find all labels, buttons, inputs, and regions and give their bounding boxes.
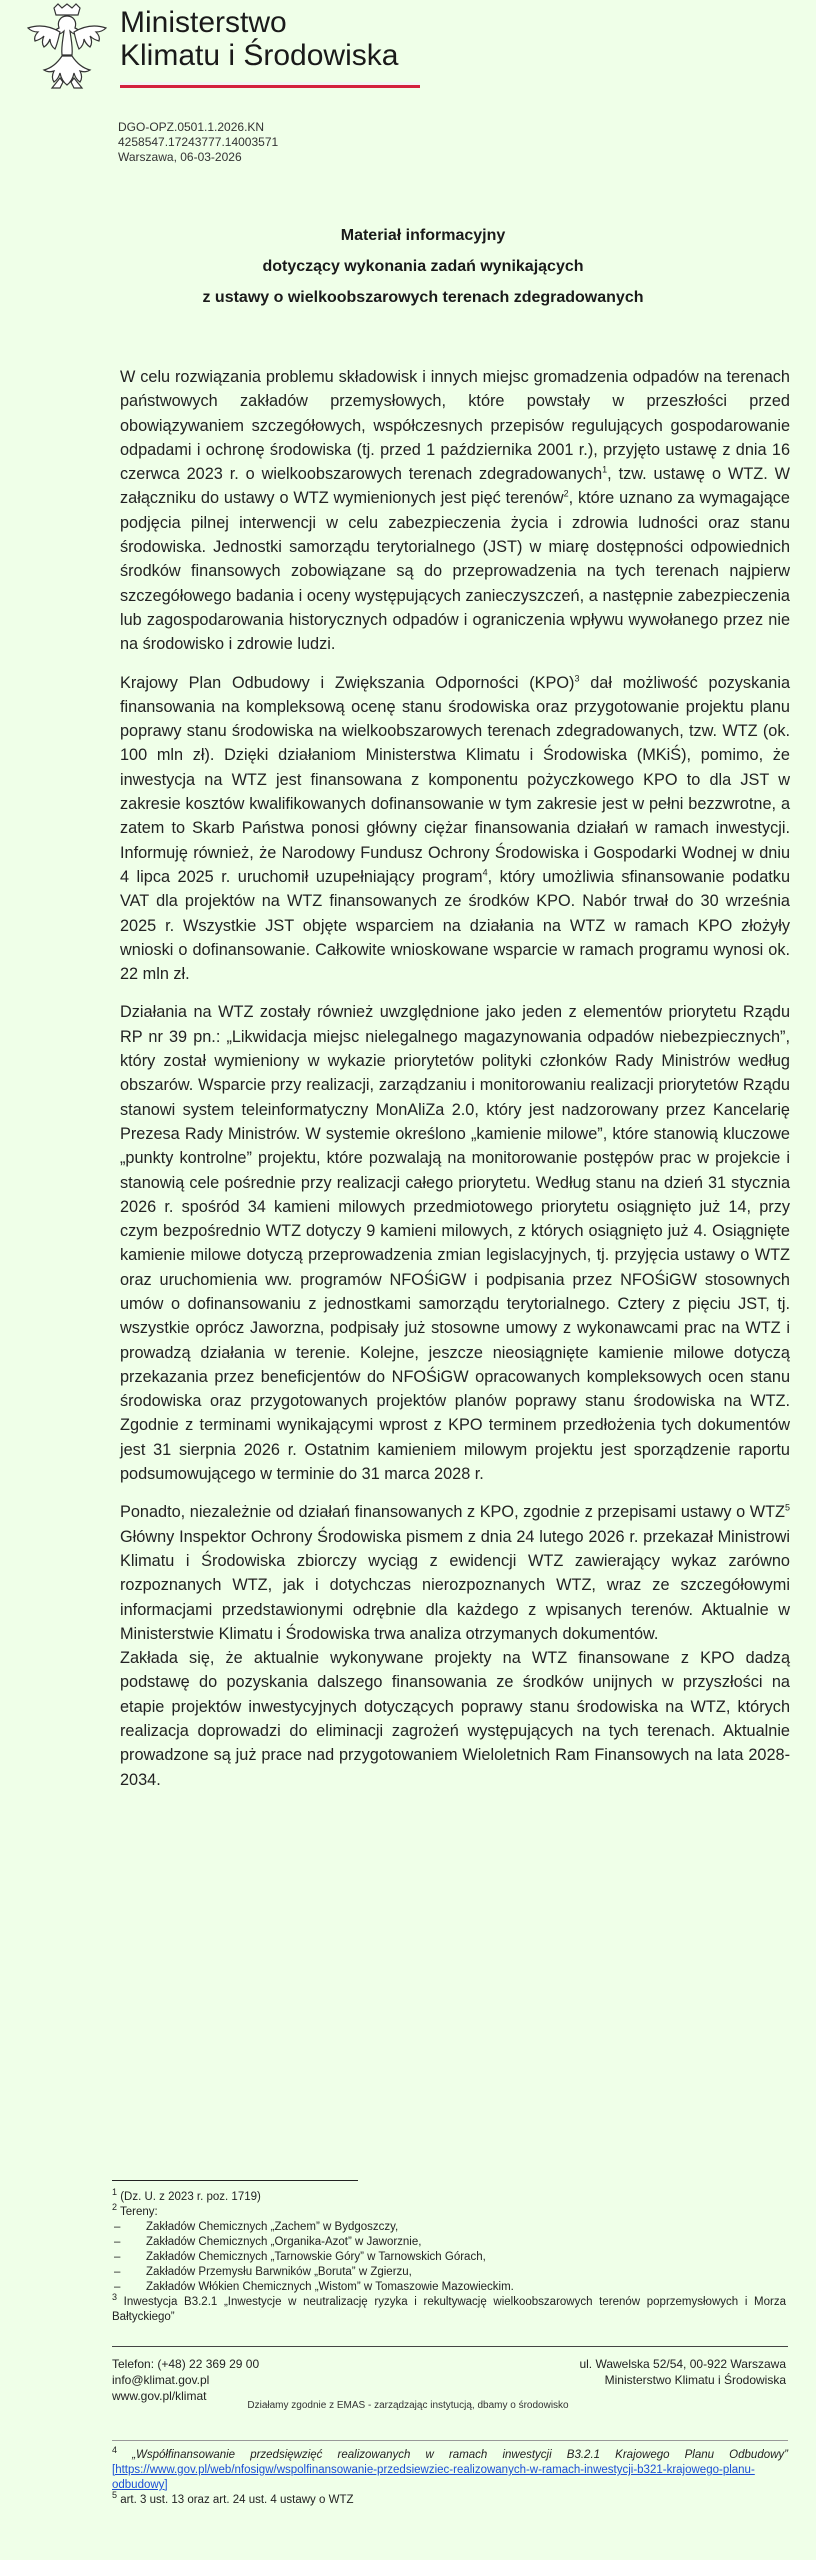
website-link[interactable]: www.gov.pl/klimat	[112, 2389, 207, 2403]
footnote-1: $^1$ (Dz. U. z 2023 r. poz. 1719)	[112, 2187, 261, 2203]
footnote-divider	[112, 2180, 358, 2181]
footnote-3: $^3$ Inwestycja B3.2.1 „Inwestycje w neutralizację ryzyka i rekultywację wielkoobszarowych terenów poprzemysłowych i Morza Bałtyckiego”	[112, 2292, 786, 2323]
list-item: – Zakładów Chemicznych „Tarnowskie Góry” w Tarnowskich Górach,	[112, 2250, 786, 2265]
phone: Telefon: (+48) 22 369 29 00	[112, 2357, 260, 2371]
contact-details	[112, 2356, 259, 2404]
footnote-4: $^4$ „Współfinansowanie przedsięwzięć realizowanych w ramach inwestycji B3.2.1 Krajowego Planu Odbudowy” [https://www.gov.pl/web/nfosigw/wspolfinansowanie-przedsiewziec-realizowanych-w-ramach-inwestycji-b321-krajowego-planu-odbudowy]	[112, 2445, 788, 2491]
footnote-2: $^2$ Tereny:	[112, 2202, 158, 2218]
document-body	[120, 365, 790, 1806]
title-line1: Materiał informacyjny	[340, 227, 506, 244]
footnote-ref-4[interactable]: 4	[482, 867, 488, 878]
email-link[interactable]: info@klimat.gov.pl	[112, 2373, 210, 2387]
place-date: Warszawa, 06-03-2026	[118, 150, 242, 164]
polish-eagle-emblem-icon	[24, 2, 110, 94]
organization: Ministerstwo Klimatu i Środowiska	[604, 2373, 786, 2387]
document-title	[118, 220, 728, 313]
document-reference	[118, 120, 278, 165]
flag-bar	[120, 82, 420, 88]
address-block	[579, 2356, 786, 2388]
footnote-4-link[interactable]: [https://www.gov.pl/web/nfosigw/wspolfinansowanie-przedsiewziec-realizowanych-w-ramach-inwestycji-b321-krajowego-planu-odbudowy]	[112, 2464, 755, 2491]
ministry-name	[120, 6, 398, 72]
paragraph-4: Ponadto, niezależnie od działań finansowanych z KPO, zgodnie z przepisami ustawy o WTZ$^5$ Główny Inspektor Ochrony Środowiska pismem z dnia 24 lutego 2026 r. przekazał Ministrowi Klimatu i Środowiska zbiorczy wyciąg z ewidencji WTZ zawierający wykaz zarówno rozpoznanych WTZ, jak i dotychczas nierozpoznanych WTZ, wraz ze szczegółowymi informacjami przedstawionymi odrębnie dla każdego z wpisanych terenów. Aktualnie w Ministerstwie Klimatu i Środowiska trwa analiza otrzymanych dokumentów.	[120, 1502, 790, 1643]
footnote-ref-1[interactable]: 1	[602, 464, 608, 475]
footnote-ref-5[interactable]: 5	[784, 1502, 790, 1513]
paragraph-3: Działania na WTZ zostały również uwzględnione jako jeden z elementów priorytetu Rządu RP nr 39 pn.: „Likwidacja miejsc nielegalnego magazynowania odpadów niebezpiecznych”, który został wymieniony w wykazie priorytetów polityki członków Rady Ministrów według obszarów. Wsparcie przy realizacji, zarządzaniu i monitorowaniu realizacji priorytetów Rządu stanowi system teleinformatyczny MonAliZa 2.0, który jest nadzorowany przez Kancelarię Prezesa Rady Ministrów. W systemie określono „kamienie milowe”, które stanowią kluczowe „punkty kontrolne” projektu, które pozwalają na monitorowanie postępów prac w projekcie i stanowią cele pośrednie przy realizacji całego priorytetu. Według stanu na dzień 31 stycznia 2026 r. spośród 34 kamieni milowych przedmiotowego priorytetu osiągnięto już 14, przy czym bezpośrednio WTZ dotyczy 9 kamieni milowych, z których osiągnięto już 4. Osiągnięte kamienie milowe dotyczą przeprowadzenia zmian legislacyjnych, tj. przyjęcia ustawy o WTZ oraz uruchomienia ww. programów NFOŚiGW i podpisania przez NFOŚiGW stosownych umów o dofinansowaniu z jednostkami samorządu terytorialnego. Cztery z pięciu JST, tj. wszystkie oprócz Jaworzna, podpisały już stosowne umowy z wykonawcami prac na WTZ i prowadzą działania w terenie. Kolejne, jeszcze nieosiągnięte kamienie milowe dotyczą przekazania przez beneficjentów do NFOŚiGW opracowanych kompleksowych ocen stanu środowiska oraz przygotowanych projektów planów poprawy stanu środowiska na WTZ. Zgodnie z terminami wynikającymi wprost z KPO terminem przedłożenia tych dokumentów jest 31 sierpnia 2026 r. Ostatnim kamieniem milowym projektu jest sporządzenie raportu podsumowującego w terminie do 31 marca 2028 r.	[120, 1003, 790, 1484]
paragraph-2: Krajowy Plan Odbudowy i Zwiększania Odporności (KPO)$^3$ dał możliwość pozyskania finansowania na kompleksową ocenę stanu środowiska oraz przygotowanie projektu planu poprawy stanu środowiska na wielkoobszarowych terenach zdegradowanych, tzw. WTZ (ok. 100 mln zł). Dzięki działaniom Ministerstwa Klimatu i Środowiska (MKiŚ), pomimo, że inwestycja na WTZ jest finansowana z komponentu pożyczkowego KPO to dla JST w zakresie kosztów kwalifikowanych dofinansowanie w tym zakresie jest w pełni bezzwrotne, a zatem to Skarb Państwa ponosi główny ciężar finansowania działań w ramach inwestycji. Informuję również, że Narodowy Fundusz Ochrony Środowiska i Gospodarki Wodnej w dniu 4 lipca 2025 r. uruchomił uzupełniający program$^4$, który umożliwia sfinansowanie podatku VAT dla projektów na WTZ finansowanych ze środków KPO. Nabór trwał do 30 września 2025 r. Wszystkie JST objęte wsparciem na działania na WTZ w ramach KPO złożyły wnioski o dofinansowanie. Całkowite wnioskowane wsparcie w ramach programu wynosi ok. 22 mln zł.	[120, 673, 791, 984]
contact-divider	[112, 2346, 788, 2347]
footnote-5: $^5$ art. 3 ust. 13 oraz art. 24 ust. 4 ustawy o WTZ	[112, 2490, 354, 2506]
reference-code: DGO-OPZ.0501.1.2026.KN	[118, 120, 265, 134]
footnote-ref-2[interactable]: 2	[563, 489, 569, 500]
footnotes	[112, 2187, 786, 2325]
footnote-ref-3[interactable]: 3	[574, 673, 580, 684]
bottom-footnote-divider	[112, 2440, 788, 2441]
bottom-footnotes	[112, 2445, 788, 2508]
list-item: – Zakładów Przemysłu Barwników „Boruta” w Zgierzu,	[112, 2265, 786, 2280]
address: ul. Wawelska 52/54, 00-922 Warszawa	[579, 2357, 786, 2371]
paragraph-1: W celu rozwiązania problemu składowisk i innych miejsc gromadzenia odpadów na terenach państwowych zakładów przemysłowych, które powstały w przeszłości przed obowiązywaniem szczegółowych, współczesnych przepisów regulujących gospodarowanie odpadami i ochronę środowiska (tj. przed 1 października 2001 r.), przyjęto ustawę z dnia 16 czerwca 2023 r. o wielkoobszarowych terenach zdegradowanych$^1$, tzw. ustawę o WTZ. W załączniku do ustawy o WTZ wymienionych jest pięć terenów$^2$, które uznano za wymagające podjęcia pilnej interwencji w celu zabezpieczenia życia i zdrowia ludności oraz stanu środowiska. Jednostki samorządu terytorialnego (JST) w miarę dostępności odpowiednich środków finansowych zobowiązane są do przeprowadzenia na tych terenach najpierw szczegółowego badania i oceny występujących zanieczyszczeń, a następnie zabezpieczenia lub zagospodarowania historycznych odpadów i ograniczenia wpływu wywołanego przez nie na środowisko i zdrowie ludzi.	[120, 368, 791, 654]
title-line2: dotyczący wykonania zadań wynikających	[262, 258, 584, 275]
ministry-name-line1: Ministerstwo	[120, 6, 287, 39]
list-item: – Zakładów Chemicznych „Zachem” w Bydgoszczy,	[112, 2220, 786, 2235]
letterhead	[24, 2, 804, 98]
list-item: – Zakładów Włókien Chemicznych „Wistom” w Tomaszowie Mazowieckim.	[112, 2280, 786, 2295]
list-item: – Zakładów Chemicznych „Organika-Azot” w Jaworznie,	[112, 2235, 786, 2250]
ministry-name-line2: Klimatu i Środowiska	[120, 39, 399, 72]
sites-list	[112, 2220, 786, 2295]
paragraph-5: Zakłada się, że aktualnie wykonywane projekty na WTZ finansowane z KPO dadzą podstawę do pozyskania dalszego finansowania ze środków unijnych w przyszłości na etapie projektów inwestycyjnych dotyczących poprawy stanu środowiska na WTZ, których realizacja doprowadzi do eliminacji zagrożeń występujących na tych terenach. Aktualnie prowadzone są już prace nad przygotowaniem Wieloletnich Ram Finansowych na lata 2028-2034.	[120, 1649, 790, 1789]
emas-note: Działamy zgodnie z EMAS - zarządzając instytucją, dbamy o środowisko	[247, 2400, 569, 2411]
title-line3: z ustawy o wielkoobszarowych terenach zdegradowanych	[202, 289, 644, 306]
reference-number: 4258547.17243777.14003571	[118, 135, 279, 149]
